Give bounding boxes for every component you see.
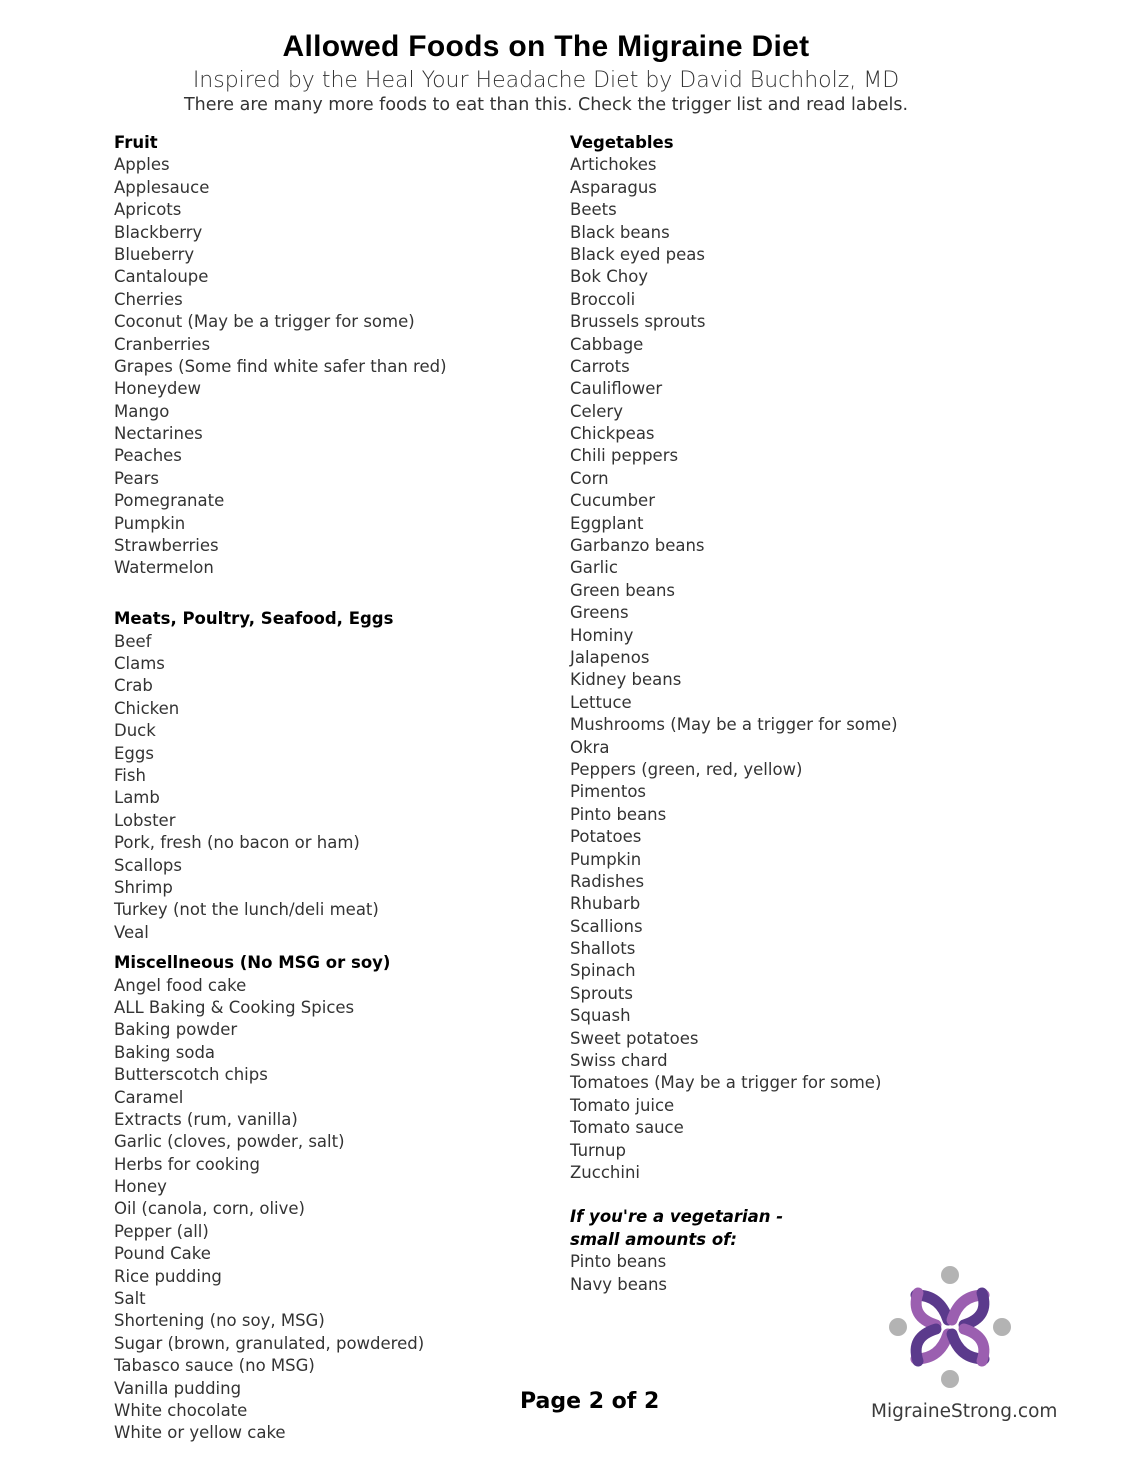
- list-item: White chocolate: [114, 1400, 248, 1420]
- fruit-heading: Fruit: [114, 133, 158, 152]
- site-url: MigraineStrong.com: [871, 1401, 1058, 1422]
- list-item: Swiss chard: [570, 1051, 668, 1071]
- list-item: Garbanzo beans: [570, 536, 705, 556]
- list-item: Shrimp: [114, 878, 173, 897]
- list-item: Turnup: [570, 1140, 626, 1160]
- list-item: Strawberries: [114, 536, 219, 556]
- list-item: Baking powder: [114, 1020, 238, 1040]
- list-item: Angel food cake: [114, 975, 247, 995]
- list-item: Blackberry: [114, 222, 203, 242]
- list-item: Eggs: [114, 743, 154, 763]
- list-item: Celery: [570, 401, 623, 421]
- list-item: Caramel: [114, 1087, 184, 1107]
- page-subtitle: Inspired by the Heal Your Headache Diet by David Buchholz, MD: [192, 68, 900, 93]
- list-item: Blueberry: [114, 244, 195, 264]
- list-item: Lobster: [114, 810, 176, 830]
- list-item: Honey: [114, 1177, 167, 1197]
- list-item: Broccoli: [570, 289, 636, 309]
- vegetarian-heading: If you're a vegetarian - small amounts of:: [570, 1207, 784, 1249]
- list-item: Radishes: [570, 871, 645, 891]
- page-number: Page 2 of 2: [520, 1389, 660, 1414]
- list-item: Pound Cake: [114, 1244, 211, 1264]
- list-item: Garlic: [570, 558, 618, 578]
- list-item: Kidney beans: [570, 670, 682, 690]
- list-item: Sugar (brown, granulated, powdered): [114, 1333, 425, 1353]
- right-column: [570, 132, 990, 1296]
- list-item: Okra: [570, 737, 610, 757]
- list-item: Navy beans: [570, 1274, 668, 1294]
- list-item: Cucumber: [570, 491, 655, 511]
- list-item: Chili peppers: [570, 446, 679, 466]
- page-title: Allowed Foods on The Migraine Diet: [282, 30, 810, 63]
- list-item: Pinto beans: [570, 804, 667, 824]
- list-item: Cranberries: [114, 334, 211, 354]
- list-item: Tomatoes (May be a trigger for some): [570, 1073, 882, 1093]
- list-item: Tomato juice: [570, 1095, 675, 1115]
- list-item: Fish: [114, 766, 146, 786]
- list-item: Asparagus: [570, 177, 657, 197]
- list-item: Potatoes: [570, 827, 642, 847]
- list-item: Apricots: [114, 200, 182, 220]
- list-item: Hominy: [570, 625, 634, 645]
- list-item: Rhubarb: [570, 894, 641, 914]
- misc-heading: Miscellneous (No MSG or soy): [114, 953, 391, 973]
- list-item: Baking soda: [114, 1042, 216, 1062]
- list-item: Peaches: [114, 446, 182, 466]
- list-item: Tabasco sauce (no MSG): [114, 1356, 315, 1376]
- list-item: Pears: [114, 468, 160, 488]
- logo-dot-top: [941, 1266, 959, 1284]
- list-item: Pumpkin: [570, 849, 642, 869]
- page-note: There are many more foods to eat than this. Check the trigger list and read labels.: [183, 95, 909, 115]
- list-item: Zucchini: [570, 1162, 640, 1182]
- list-item: Cantaloupe: [114, 267, 209, 287]
- list-item: Grapes (Some find white safer than red): [114, 356, 447, 376]
- list-item: Honeydew: [114, 379, 201, 399]
- list-item: Butterscotch chips: [114, 1065, 268, 1085]
- list-item: Apples: [114, 155, 170, 175]
- misc-list: [114, 975, 534, 1445]
- list-item: Sprouts: [570, 983, 633, 1003]
- list-item: Oil (canola, corn, olive): [114, 1199, 305, 1219]
- list-item: Pumpkin: [114, 513, 186, 533]
- list-item: Shortening (no soy, MSG): [114, 1311, 325, 1331]
- meats-heading: Meats, Poultry, Seafood, Eggs: [114, 609, 394, 629]
- list-item: Vanilla pudding: [114, 1378, 242, 1398]
- list-item: ALL Baking & Cooking Spices: [114, 997, 355, 1017]
- list-item: Pinto beans: [570, 1252, 667, 1272]
- list-item: Cauliflower: [570, 379, 663, 399]
- list-item: Black eyed peas: [570, 244, 706, 264]
- list-item: Pomegranate: [114, 491, 225, 511]
- list-item: Scallions: [570, 916, 643, 936]
- list-item: Pimentos: [570, 782, 647, 802]
- list-item: Clams: [114, 654, 165, 674]
- list-item: Watermelon: [114, 558, 214, 578]
- list-item: Greens: [570, 603, 629, 623]
- logo-dot-right: [993, 1318, 1011, 1336]
- list-item: Veal: [114, 922, 149, 942]
- vegetables-heading: Vegetables: [570, 133, 674, 152]
- list-item: Pork, fresh (no bacon or ham): [114, 833, 360, 853]
- list-item: Applesauce: [114, 177, 210, 197]
- list-item: Chicken: [114, 698, 180, 718]
- list-item: Artichokes: [570, 155, 657, 175]
- list-item: Sweet potatoes: [570, 1028, 699, 1048]
- list-item: Lamb: [114, 788, 160, 808]
- list-item: Brussels sprouts: [570, 312, 706, 332]
- migraine-strong-logo-icon: [888, 1265, 1012, 1389]
- list-item: Duck: [114, 721, 156, 741]
- vegetables-list: [570, 154, 990, 1184]
- list-item: Beets: [570, 200, 617, 220]
- list-item: Mango: [114, 401, 170, 421]
- list-item: Nectarines: [114, 424, 203, 444]
- list-item: Mushrooms (May be a trigger for some): [570, 715, 898, 735]
- list-item: Beef: [114, 631, 152, 651]
- list-item: Corn: [570, 468, 609, 488]
- left-column: [114, 132, 534, 1445]
- list-item: Bok Choy: [570, 267, 649, 287]
- list-item: Carrots: [570, 356, 630, 376]
- fruit-list: [114, 154, 534, 579]
- list-item: Peppers (green, red, yellow): [570, 759, 803, 779]
- list-item: Garlic (cloves, powder, salt): [114, 1132, 345, 1152]
- list-item: Jalapenos: [570, 647, 650, 667]
- list-item: Chickpeas: [570, 424, 655, 444]
- list-item: Salt: [114, 1289, 146, 1309]
- list-item: Spinach: [570, 961, 636, 981]
- list-item: Turkey (not the lunch/deli meat): [114, 900, 379, 920]
- list-item: White or yellow cake: [114, 1423, 286, 1443]
- list-item: Cherries: [114, 289, 183, 309]
- list-item: Eggplant: [570, 513, 644, 533]
- list-item: Extracts (rum, vanilla): [114, 1109, 298, 1129]
- list-item: Pepper (all): [114, 1221, 209, 1241]
- list-item: Tomato sauce: [570, 1118, 684, 1138]
- list-item: Herbs for cooking: [114, 1154, 260, 1174]
- list-item: Lettuce: [570, 692, 632, 712]
- list-item: Coconut (May be a trigger for some): [114, 312, 415, 332]
- list-item: Black beans: [570, 222, 670, 242]
- logo-dot-bottom: [941, 1370, 959, 1388]
- list-item: Squash: [570, 1006, 631, 1026]
- list-item: Shallots: [570, 939, 636, 959]
- meats-list: [114, 631, 534, 944]
- list-item: Rice pudding: [114, 1266, 222, 1286]
- logo-dot-left: [889, 1318, 907, 1336]
- list-item: Green beans: [570, 580, 676, 600]
- list-item: Cabbage: [570, 334, 644, 354]
- list-item: Crab: [114, 676, 153, 696]
- list-item: Scallops: [114, 855, 182, 875]
